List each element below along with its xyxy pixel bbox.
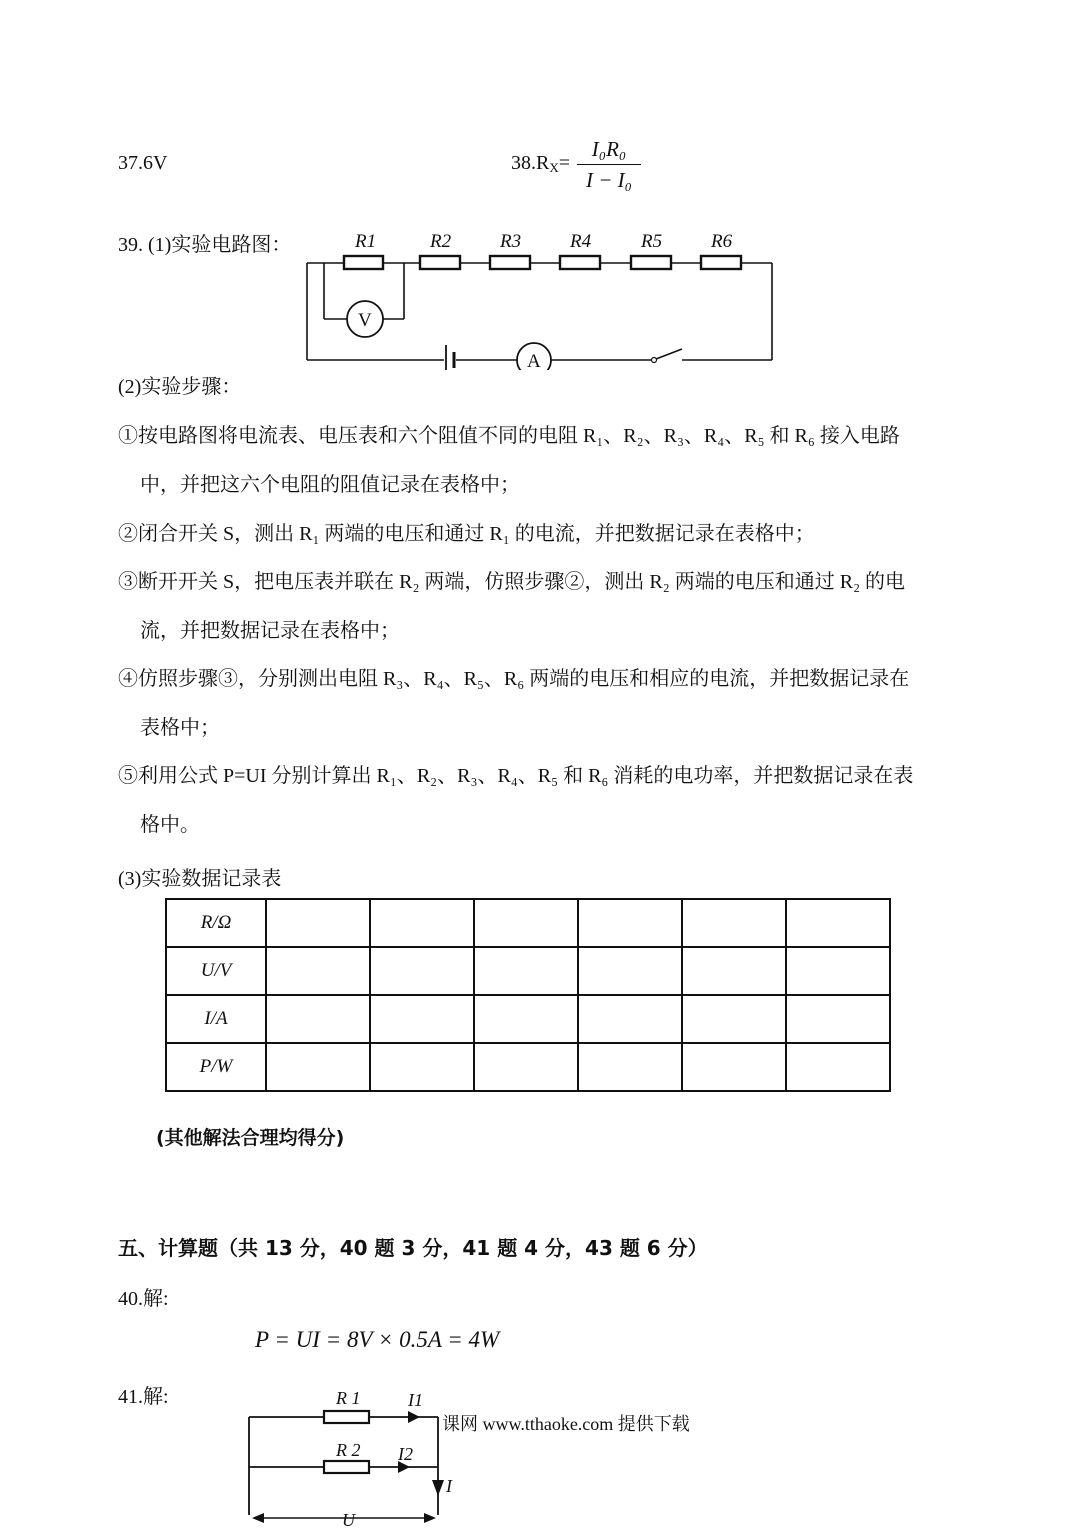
table-cell	[474, 1043, 578, 1091]
step-line: 表格中；	[140, 717, 220, 739]
table-cell	[266, 995, 370, 1043]
q39-part2-label: (2)实验步骤：	[118, 376, 242, 398]
current-arrow-i1	[408, 1411, 420, 1423]
section-5-title: 五、计算题（共 13 分，40 题 3 分，41 题 4 分，43 题 6 分）	[118, 1236, 708, 1260]
resistor-r6	[701, 256, 741, 269]
table-row-header: U/V	[166, 947, 266, 995]
voltage-arrow-left-head	[252, 1513, 264, 1523]
current-arrow-i	[432, 1480, 444, 1496]
table-cell	[370, 1043, 474, 1091]
table-row-header: R/Ω	[166, 899, 266, 947]
q39-part3-label: (3)实验数据记录表	[118, 868, 282, 890]
q40-label: 40.解:	[118, 1288, 169, 1310]
fraction-bar	[577, 164, 641, 165]
step-line: ②闭合开关 S，测出 R₁ 两端的电压和通过 R₁ 的电流，并把数据记录在表格中；	[118, 523, 815, 545]
table-cell	[786, 899, 890, 947]
table-cell	[786, 995, 890, 1043]
label-i2: I2	[398, 1444, 413, 1464]
table-cell	[682, 1043, 786, 1091]
step-line: ③断开开关 S，把电压表并联在 R₂ 两端，仿照步骤②，测出 R₂ 两端的电压和通过 R₂ 的电	[118, 571, 906, 593]
table-row	[166, 1043, 890, 1091]
table-cell	[370, 899, 474, 947]
parallel-resistor-r1	[324, 1411, 369, 1423]
label-r6: R6	[711, 231, 733, 252]
q39-part1-label: 39. (1)实验电路图：	[118, 234, 292, 256]
resistor-r2	[420, 256, 460, 269]
resistor-r5	[631, 256, 671, 269]
table-cell	[786, 947, 890, 995]
table-row-header: I/A	[166, 995, 266, 1043]
label-r5: R5	[641, 231, 663, 252]
label-r4: R4	[570, 231, 592, 252]
table-cell	[578, 899, 682, 947]
label-r1: R1	[355, 231, 377, 252]
q41-label: 41.解:	[118, 1386, 169, 1408]
step-line: 流，并把数据记录在表格中；	[140, 620, 400, 642]
table-cell	[266, 1043, 370, 1091]
table-cell	[682, 995, 786, 1043]
data-record-table	[165, 898, 891, 1092]
table-cell	[266, 899, 370, 947]
voltmeter-label: V	[358, 310, 372, 331]
label-u: U	[342, 1510, 355, 1530]
table-row	[166, 995, 890, 1043]
table-cell	[474, 947, 578, 995]
table-cell	[578, 1043, 682, 1091]
ammeter-label: A	[527, 351, 541, 370]
step-line: 格中。	[140, 814, 200, 836]
resistor-r1	[344, 256, 383, 269]
q40-formula: P = UI = 8V × 0.5A = 4W	[255, 1327, 500, 1352]
table-cell	[578, 947, 682, 995]
fraction-denominator: I − I₀	[586, 168, 632, 192]
series-circuit-diagram	[300, 225, 780, 370]
watermark-text: 课网 www.tthaoke.com 提供下载	[440, 1410, 692, 1436]
answer-37: 37.6V	[118, 152, 168, 174]
table-cell	[474, 899, 578, 947]
table-cell	[370, 995, 474, 1043]
step-line: ⑤利用公式 P=UI 分别计算出 R₁、R₂、R₃、R₄、R₅ 和 R₆ 消耗的电功率，并把数据记录在表	[118, 765, 914, 787]
parallel-circuit-diagram	[240, 1380, 460, 1530]
fraction-numerator: I₀R₀	[591, 137, 627, 161]
table-row	[166, 899, 890, 947]
label-i1: I1	[408, 1390, 423, 1410]
step-line: ①按电路图将电流表、电压表和六个阻值不同的电阻 R₁、R₂、R₃、R₄、R₅ 和 R₆ 接入电路	[118, 425, 900, 447]
table-cell	[474, 995, 578, 1043]
scoring-note: (其他解法合理均得分)	[156, 1127, 345, 1149]
label-r2: R 2	[336, 1440, 361, 1460]
answer-38-sub: X	[549, 160, 559, 175]
step-line: 中，并把这六个电阻的阻值记录在表格中；	[140, 474, 520, 496]
parallel-resistor-r2	[324, 1461, 369, 1473]
label-r1: R 1	[336, 1388, 361, 1408]
switch-icon	[656, 349, 682, 359]
label-r3: R3	[500, 231, 522, 252]
table-cell	[266, 947, 370, 995]
resistor-r3	[490, 256, 530, 269]
answer-38-prefix: 38.R	[511, 152, 550, 174]
answer-38-eq: =	[558, 152, 571, 174]
voltage-arrow-right-head	[424, 1513, 436, 1523]
table-cell	[578, 995, 682, 1043]
fraction-rx	[577, 135, 641, 194]
table-cell	[682, 947, 786, 995]
label-i: I	[446, 1476, 452, 1496]
resistor-r4	[560, 256, 600, 269]
table-row	[166, 947, 890, 995]
label-r2: R2	[430, 231, 452, 252]
table-cell	[786, 1043, 890, 1091]
step-line: ④仿照步骤③，分别测出电阻 R₃、R₄、R₅、R₆ 两端的电压和相应的电流，并把数据记录在	[118, 668, 910, 690]
answer-38	[511, 152, 570, 176]
table-row-header: P/W	[166, 1043, 266, 1091]
table-cell	[682, 899, 786, 947]
table-cell	[370, 947, 474, 995]
